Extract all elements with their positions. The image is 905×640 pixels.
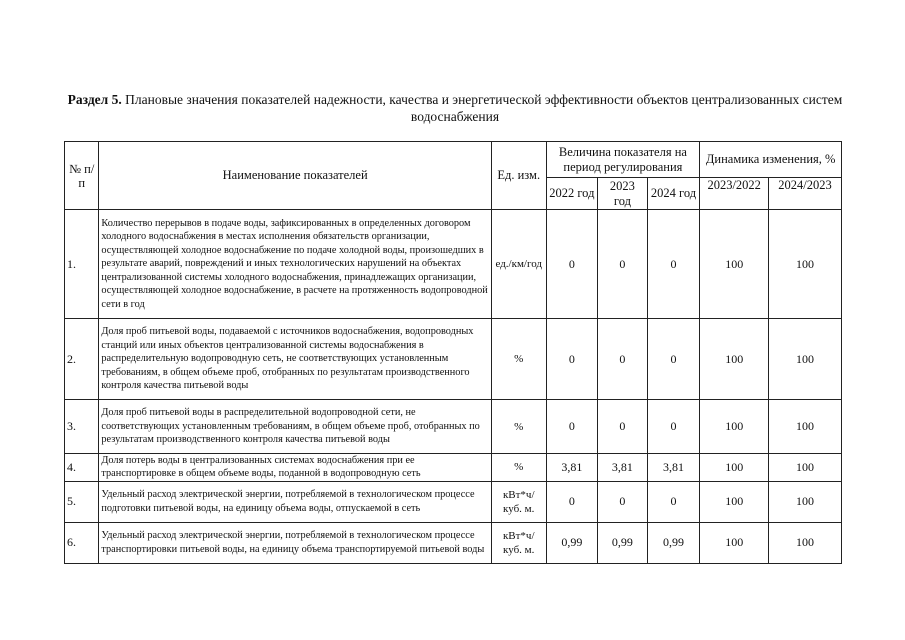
row-num: 5. — [65, 481, 99, 522]
header-value-group: Величина показателя на период регулирования — [546, 142, 700, 178]
row-dynamics-2023-2022: 100 — [700, 400, 769, 454]
row-value-2023: 0 — [598, 319, 648, 400]
row-value-2024: 0,99 — [647, 522, 700, 563]
row-value-2023: 0 — [598, 481, 648, 522]
header-dynamics-2023-2022: 2023/2022 — [700, 178, 769, 210]
table-row — [65, 522, 842, 563]
row-num: 2. — [65, 319, 99, 400]
row-dynamics-2023-2022: 100 — [700, 522, 769, 563]
row-name: Количество перерывов в подаче воды, зафиксированных в определенных договором холодного водоснабжения в местах исполнения обязательств организации, осуществляющей холодное водоснабжение по подаче холодной воды, произошедших в результате аварий, повреждений и иных технологических нарушений на объектах централизованной системы холодного водоснабжения, принадлежащих организации, осуществляющей холодное водоснабжение, в расчете на протяженность водопроводной сети в год — [99, 210, 492, 319]
row-value-2022: 0 — [546, 481, 598, 522]
row-value-2024: 3,81 — [647, 454, 700, 482]
row-name: Удельный расход электрической энергии, потребляемой в технологическом процессе транспортировки питьевой воды, на единицу объема транспортируемой питьевой воды — [99, 522, 492, 563]
row-value-2022: 0,99 — [546, 522, 598, 563]
header-year-2024: 2024 год — [647, 178, 700, 210]
row-value-2022: 0 — [546, 400, 598, 454]
row-unit: % — [491, 319, 546, 400]
row-name: Доля проб питьевой воды, подаваемой с источников водоснабжения, водопроводных станций или иных объектов централизованной системы водоснабжения в распределительную водопроводную сеть, не соответствующих установленным требованиям, в общем объеме проб, отобранных по результатам производственного контроля качества питьевой воды — [99, 319, 492, 400]
table-row — [65, 454, 842, 482]
row-value-2024: 0 — [647, 210, 700, 319]
row-dynamics-2024-2023: 100 — [769, 319, 842, 400]
row-dynamics-2023-2022: 100 — [700, 210, 769, 319]
row-value-2023: 3,81 — [598, 454, 648, 482]
row-dynamics-2024-2023: 100 — [769, 210, 842, 319]
row-dynamics-2024-2023: 100 — [769, 522, 842, 563]
section-label: Раздел 5. — [67, 92, 122, 107]
row-unit: кВт*ч/ куб. м. — [491, 522, 546, 563]
row-num: 4. — [65, 454, 99, 482]
row-num: 6. — [65, 522, 99, 563]
row-name: Доля потерь воды в централизованных системах водоснабжения при ее транспортировке в общем объеме воды, поданной в водопроводную сеть — [99, 454, 492, 482]
row-num: 1. — [65, 210, 99, 319]
table-row — [65, 210, 842, 319]
row-dynamics-2023-2022: 100 — [700, 481, 769, 522]
row-value-2023: 0 — [598, 400, 648, 454]
header-dynamics-group: Динамика изменения, % — [700, 142, 842, 178]
header-num: № п/п — [65, 142, 99, 210]
row-value-2024: 0 — [647, 481, 700, 522]
table-row — [65, 319, 842, 400]
header-year-2023: 2023 год — [598, 178, 648, 210]
row-name: Удельный расход электрической энергии, потребляемой в технологическом процессе подготовки питьевой воды, на единицу объема воды, отпускаемой в сеть — [99, 481, 492, 522]
header-unit: Ед. изм. — [491, 142, 546, 210]
row-dynamics-2024-2023: 100 — [769, 400, 842, 454]
indicators-table — [64, 141, 842, 564]
section-title: Плановые значения показателей надежности, качества и энергетической эффективности объектов централизованных систем водоснабжения — [121, 92, 843, 124]
row-value-2022: 0 — [546, 210, 598, 319]
row-dynamics-2024-2023: 100 — [769, 481, 842, 522]
table-row — [65, 481, 842, 522]
header-year-2022: 2022 год — [546, 178, 598, 210]
row-unit: кВт*ч/ куб. м. — [491, 481, 546, 522]
row-value-2022: 0 — [546, 319, 598, 400]
header-dynamics-2024-2023: 2024/2023 — [769, 178, 842, 210]
row-unit: % — [491, 454, 546, 482]
row-name: Доля проб питьевой воды в распределительной водопроводной сети, не соответствующих установленным требованиям, в общем объеме проб, отобранных по результатам производственного контроля качества питьевой воды — [99, 400, 492, 454]
row-value-2022: 3,81 — [546, 454, 598, 482]
row-num: 3. — [65, 400, 99, 454]
header-name: Наименование показателей — [99, 142, 492, 210]
row-value-2023: 0 — [598, 210, 648, 319]
row-dynamics-2024-2023: 100 — [769, 454, 842, 482]
row-unit: % — [491, 400, 546, 454]
section-heading — [60, 91, 850, 125]
table-row — [65, 400, 842, 454]
row-value-2024: 0 — [647, 319, 700, 400]
row-dynamics-2023-2022: 100 — [700, 454, 769, 482]
row-dynamics-2023-2022: 100 — [700, 319, 769, 400]
row-value-2024: 0 — [647, 400, 700, 454]
row-unit: ед./км/год — [491, 210, 546, 319]
row-value-2023: 0,99 — [598, 522, 648, 563]
